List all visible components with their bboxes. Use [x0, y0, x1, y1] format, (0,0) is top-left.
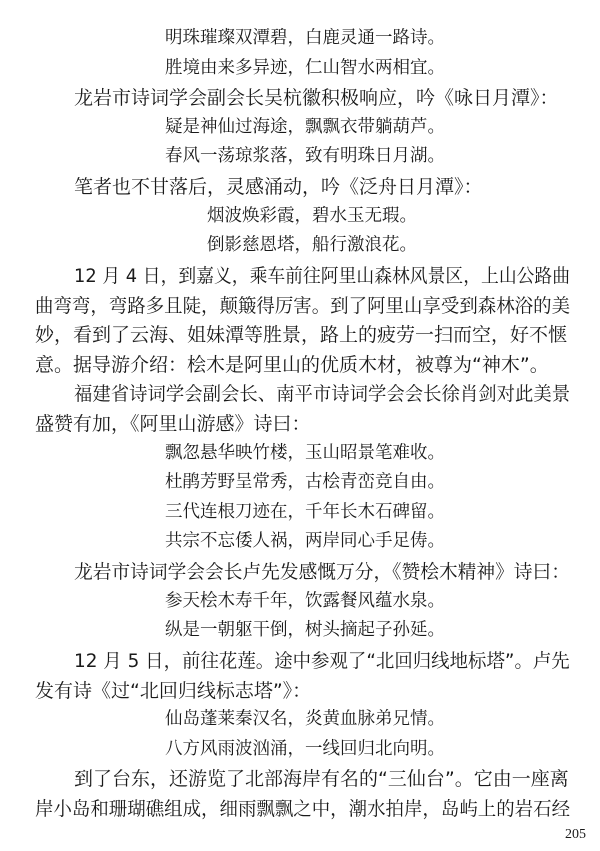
- poem-line: 倒影慈恩塔，船行激浪花。: [207, 235, 417, 255]
- paragraph-line: 发有诗《过“北回归线标志塔”》：: [35, 680, 312, 702]
- poem-line: 烟波焕彩霞，碧水玉无瑕。: [207, 206, 417, 226]
- poem-line: 春风一荡琼浆落，致有明珠日月湖。: [165, 146, 445, 166]
- poem-line: 明珠璀璨双潭碧，白鹿灵通一路诗。: [165, 28, 445, 48]
- paragraph-line: 龙岩市诗词学会副会长吴杭徽积极响应，吟《咏日月潭》：: [74, 87, 559, 109]
- paragraph-line: 笔者也不甘落后，灵感涌动，吟《泛舟日月潭》：: [74, 176, 483, 198]
- paragraph-line: 龙岩市诗词学会会长卢先发感慨万分，《赞桧木精神》诗曰：: [74, 561, 570, 583]
- poem-line: 杜鹃芳野呈常秀，古桧青峦竞自由。: [165, 472, 445, 492]
- poem-line: 共宗不忘倭人祸，两岸同心手足俦。: [165, 531, 445, 551]
- poem-line: 参天桧木寿千年，饮露餐风蕴水泉。: [165, 591, 445, 611]
- poem-line: 纵是一朝躯干倒，树头摘起子孙延。: [165, 620, 445, 640]
- paragraph-line: 岸小岛和珊瑚礁组成，细雨飘飘之中，潮水拍岸，岛屿上的岩石经: [35, 798, 571, 820]
- paragraph-line: 曲弯弯，弯路多且陡，颠簸得厉害。到了阿里山享受到森林浴的美: [35, 295, 571, 317]
- page-number: 205: [565, 827, 586, 842]
- paragraph-line: 妙，看到了云海、姐妹潭等胜景，路上的疲劳一扫而空，好不惬: [35, 324, 568, 346]
- poem-line: 胜境由来多异迹，仁山智水两相宜。: [165, 58, 445, 78]
- poem-line: 疑是神仙过海途，飘飘衣带躺葫芦。: [165, 117, 445, 137]
- paragraph-line: 盛赞有加，《阿里山游感》诗曰：: [35, 413, 311, 435]
- poem-line: 飘忽悬华映竹楼，玉山昭景笔难收。: [165, 443, 445, 463]
- poem-line: 三代连根刀迹在，千年长木石碑留。: [165, 502, 445, 522]
- paragraph-line: 12 月 5 日，前往花莲。途中参观了“北回归线地标塔”。卢先: [74, 650, 570, 672]
- poem-line: 八方风雨波汹涌，一线回归北向明。: [165, 739, 445, 759]
- paragraph-line: 12 月 4 日，到嘉义，乘车前往阿里山森林风景区，上山公路曲: [74, 265, 571, 287]
- paragraph-line: 意。据导游介绍：桧木是阿里山的优质木材，被尊为“神木”。: [35, 354, 549, 376]
- paragraph-line: 到了台东，还游览了北部海岸有名的“三仙台”。它由一座离: [74, 768, 569, 790]
- poem-line: 仙岛蓬莱秦汉名，炎黄血脉弟兄情。: [165, 709, 445, 729]
- paragraph-line: 福建省诗词学会副会长、南平市诗词学会会长徐肖剑对此美景: [74, 383, 571, 405]
